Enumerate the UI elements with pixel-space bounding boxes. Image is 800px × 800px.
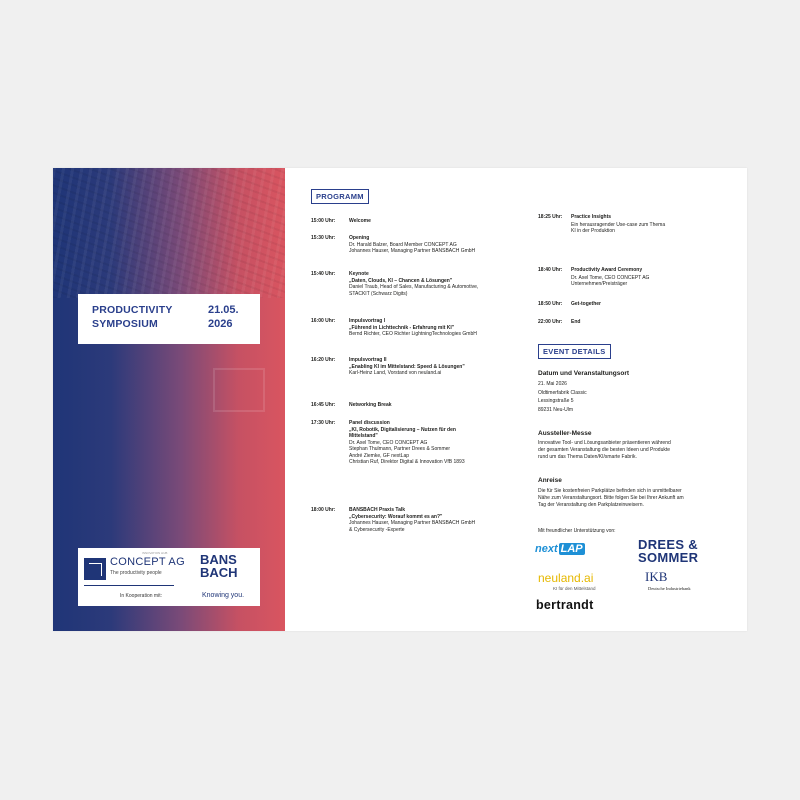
program-time: 15:30 Uhr: bbox=[311, 235, 336, 241]
program-time: 16:20 Uhr: bbox=[311, 357, 336, 363]
program-title: Get-together bbox=[571, 301, 601, 307]
program-detail: „KI, Robotik, Digitalisierung – Nutzen für den bbox=[349, 427, 456, 433]
program-title: Productivity Award Ceremony bbox=[571, 267, 643, 273]
datum-line: 21. Mai 2026 bbox=[538, 381, 567, 387]
program-detail: Dr. Axel Tome, CEO CONCEPT AG bbox=[571, 275, 650, 281]
cover-photo bbox=[53, 168, 285, 298]
program-detail: Ein herausragender Use-case zum Thema bbox=[571, 222, 666, 228]
program-title: Opening bbox=[349, 235, 370, 241]
divider bbox=[84, 585, 174, 586]
messe-line: rund um das Thema Daten/KI/smarte Fabrik. bbox=[538, 454, 637, 460]
program-title: Practice Insights bbox=[571, 214, 612, 220]
program-detail: Unternehmen/Preisträger bbox=[571, 281, 628, 288]
program-time: 18:40 Uhr: bbox=[538, 267, 563, 273]
program-time: 18:00 Uhr: bbox=[311, 507, 336, 513]
anreise-line: Die für Sie kostenfreien Parkplätze befinden sich in unmittelbarer bbox=[538, 488, 682, 494]
bertrandt-logo: bertrandt bbox=[536, 598, 594, 612]
program-detail: Karl-Heinz Land, Vorstand von neuland.ai bbox=[349, 370, 442, 377]
program-title: Welcome bbox=[349, 218, 371, 224]
drees-sommer-logo: DREES & SOMMER bbox=[638, 537, 699, 565]
program-title: BANSBACH Praxis Talk bbox=[349, 507, 406, 513]
sponsors-title: Mit freundlicher Unterstützung von: bbox=[538, 528, 616, 534]
programm-header: PROGRAMM bbox=[311, 189, 369, 204]
program-title: End bbox=[571, 319, 581, 325]
program-time: 16:45 Uhr: bbox=[311, 402, 336, 408]
concept-ag-tagline: The productivity people bbox=[110, 570, 162, 576]
program-title: Impulsvortrag I bbox=[349, 318, 386, 324]
datum-line: 89231 Neu-Ulm bbox=[538, 406, 574, 413]
program-detail: „Enabling KI im Mittelstand: Speed & Lösungen" bbox=[349, 364, 465, 370]
messe-line: der gesamten Veranstaltung die besten Ideen und Produkte bbox=[538, 447, 671, 453]
datum-line: Lessingstraße 5 bbox=[538, 398, 574, 404]
program-detail: „Daten, Clouds, KI – Chancen & Lösungen" bbox=[349, 278, 453, 284]
anreise-line: Nähe zum Veranstaltungsort. Bitte folgen Sie bei Ihrer Ankunft am bbox=[538, 495, 684, 501]
anreise-line: Tag der Veranstaltung den Parkplatzeinweisern. bbox=[538, 502, 644, 508]
messe-line: Innovative Tool- und Lösungsanbieter präsentieren während bbox=[538, 440, 671, 446]
speech-bubble-icon bbox=[213, 368, 265, 412]
program-detail: Johannes Hauser, Managing Partner BANSBACH GmbH bbox=[349, 520, 476, 527]
program-title: Panel discussion bbox=[349, 420, 390, 426]
program-title: Impulsvortrag II bbox=[349, 357, 387, 363]
program-time: 17:30 Uhr: bbox=[311, 420, 336, 426]
datum-line: Oldtimerfabrik Classic bbox=[538, 389, 587, 396]
concept-ag-logo-icon bbox=[84, 558, 106, 580]
neuland-subtitle: KI für den Mittelstand bbox=[553, 586, 596, 591]
concept-ag-name: CONCEPT AG bbox=[110, 556, 185, 568]
program-detail: Bernd Richter, CEO Richter LightningTechnologies GmbH bbox=[349, 331, 477, 338]
cover-panel bbox=[53, 168, 285, 631]
program-detail: André Ziemke, GF nextLap bbox=[349, 452, 410, 459]
bansbach-tagline: Knowing you. bbox=[202, 592, 245, 599]
inner-panel bbox=[285, 168, 747, 631]
program-detail: Dr. Harald Balzer, Board Member CONCEPT AG bbox=[349, 242, 457, 248]
messe-title: Aussteller-Messe bbox=[538, 430, 592, 437]
program-detail: Johannes Hauser, Managing Partner BANSBACH GmbH bbox=[349, 248, 476, 255]
event-title: PRODUCTIVITY SYMPOSIUM bbox=[92, 304, 173, 330]
nextlap-logo: next LAP bbox=[535, 543, 583, 555]
program-time: 22:00 Uhr: bbox=[538, 319, 563, 325]
program-time: 15:00 Uhr: bbox=[311, 218, 336, 224]
program-detail: Mittelstand" bbox=[349, 433, 378, 440]
program-detail: & Cybersecurity -Experte bbox=[349, 526, 405, 533]
program-detail: Dr. Axel Tome, CEO CONCEPT AG bbox=[349, 439, 428, 446]
program-time: 15:40 Uhr: bbox=[311, 271, 336, 277]
program-detail: Daniel Traub, Head of Sales, Manufacturing & Automotive, bbox=[349, 284, 479, 291]
program-time: 18:25 Uhr: bbox=[538, 214, 563, 220]
flyer bbox=[53, 168, 747, 631]
concept-ag-small: INNOVATION HUB bbox=[142, 551, 168, 555]
program-detail: KI in der Produktion bbox=[571, 228, 615, 235]
program-time: 16:00 Uhr: bbox=[311, 318, 336, 324]
datum-title: Datum und Veranstaltungsort bbox=[538, 370, 630, 377]
program-detail: Christian Ruf, Direktor Digital & Innovation VfB 1893 bbox=[349, 459, 465, 465]
program-detail: „Cybersecurity: Worauf kommt es an?" bbox=[349, 514, 443, 520]
program-detail: „Führend in Lichttechnik - Erfahrung mit KI" bbox=[349, 325, 455, 331]
event-date: 21.05. 2026 bbox=[208, 304, 239, 330]
program-title: Keynote bbox=[349, 271, 369, 277]
ikb-logo: IKB bbox=[645, 569, 668, 584]
logo-box bbox=[78, 548, 260, 606]
title-box bbox=[78, 294, 260, 344]
program-title: Networking Break bbox=[349, 402, 392, 408]
program-detail: Stephan Thulmann, Partner Drees & Sommer bbox=[349, 446, 451, 453]
ikb-subtitle: Deutsche Industriebank bbox=[648, 586, 691, 591]
anreise-title: Anreise bbox=[538, 477, 562, 484]
bansbach-logo: BANS BACH bbox=[200, 552, 238, 580]
neuland-logo: neuland.ai bbox=[538, 571, 594, 585]
kooperation-label: In Kooperation mit: bbox=[120, 593, 162, 599]
program-time: 18:50 Uhr: bbox=[538, 301, 563, 307]
event-details-header: EVENT DETAILS bbox=[538, 344, 611, 359]
program-detail: STACKIT (Schwarz Digits) bbox=[349, 290, 408, 297]
